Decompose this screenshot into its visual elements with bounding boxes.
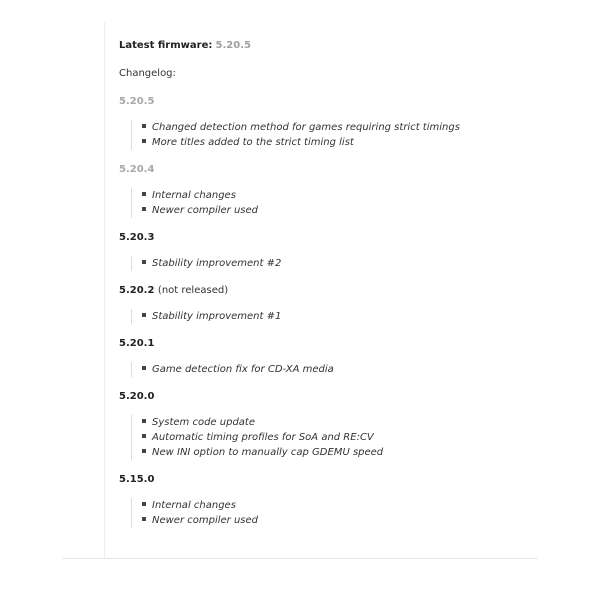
- release-section: [119, 472, 539, 528]
- list-item: [142, 415, 539, 430]
- list-item-text: New INI option to manually cap GDEMU speed: [152, 447, 384, 458]
- list-item: [142, 256, 539, 271]
- list-item-text: Game detection fix for CD-XA media: [152, 364, 334, 375]
- release-items: [131, 309, 539, 324]
- release-section: [119, 230, 539, 271]
- bullet-icon: [142, 517, 146, 521]
- bullet-icon: [142, 419, 146, 423]
- list-item: [142, 498, 539, 513]
- release-version: 5.20.5: [119, 96, 155, 107]
- release-title: [119, 162, 539, 178]
- list-item-text: Internal changes: [152, 500, 236, 511]
- release-title: [119, 94, 539, 110]
- list-item: [142, 309, 539, 324]
- latest-firmware-label: Latest firmware:: [119, 40, 213, 51]
- list-item: [142, 135, 539, 150]
- list-item: [142, 203, 539, 218]
- release-section: [119, 283, 539, 324]
- release-title: [119, 283, 539, 299]
- release-items: [131, 188, 539, 218]
- list-item-text: Stability improvement #2: [152, 258, 282, 269]
- bullet-icon: [142, 449, 146, 453]
- release-title: [119, 472, 539, 488]
- release-items: [131, 362, 539, 377]
- bullet-icon: [142, 434, 146, 438]
- list-item: [142, 362, 539, 377]
- list-item-text: Internal changes: [152, 190, 236, 201]
- release-items: [131, 498, 539, 528]
- bullet-icon: [142, 207, 146, 211]
- list-item-text: Changed detection method for games requiring strict timings: [152, 122, 460, 133]
- firmware-content: [119, 38, 539, 558]
- release-note: (not released): [157, 285, 229, 296]
- release-version: 5.20.3: [119, 232, 155, 243]
- bullet-icon: [142, 139, 146, 143]
- release-items: [131, 415, 539, 460]
- release-version: 5.20.1: [119, 338, 155, 349]
- release-title: [119, 389, 539, 405]
- bullet-icon: [142, 192, 146, 196]
- bullet-icon: [142, 502, 146, 506]
- list-item-text: More titles added to the strict timing list: [152, 137, 354, 148]
- release-section: [119, 94, 539, 150]
- release-version: 5.20.4: [119, 164, 155, 175]
- list-item: [142, 430, 539, 445]
- list-item-text: Automatic timing profiles for SoA and RE:CV: [152, 432, 374, 443]
- list-item-text: Newer compiler used: [152, 515, 259, 526]
- bullet-icon: [142, 124, 146, 128]
- release-title: [119, 336, 539, 352]
- bottom-divider: [62, 558, 538, 559]
- release-section: [119, 389, 539, 460]
- release-version: 5.20.2: [119, 285, 155, 296]
- release-list: [119, 94, 539, 528]
- bullet-icon: [142, 366, 146, 370]
- release-title: [119, 230, 539, 246]
- list-item-text: Stability improvement #1: [152, 311, 282, 322]
- release-section: [119, 162, 539, 218]
- release-version: 5.15.0: [119, 474, 155, 485]
- changelog-label: Changelog:: [119, 68, 176, 79]
- list-item: [142, 513, 539, 528]
- list-item-text: Newer compiler used: [152, 205, 259, 216]
- list-item: [142, 188, 539, 203]
- release-items: [131, 120, 539, 150]
- release-section: [119, 336, 539, 377]
- bullet-icon: [142, 313, 146, 317]
- release-version: 5.20.0: [119, 391, 155, 402]
- bullet-icon: [142, 260, 146, 264]
- latest-firmware-version: 5.20.5: [215, 40, 251, 51]
- latest-firmware: [119, 38, 539, 54]
- release-items: [131, 256, 539, 271]
- list-item: [142, 445, 539, 460]
- list-item: [142, 120, 539, 135]
- list-item-text: System code update: [152, 417, 255, 428]
- content-divider: [104, 22, 105, 558]
